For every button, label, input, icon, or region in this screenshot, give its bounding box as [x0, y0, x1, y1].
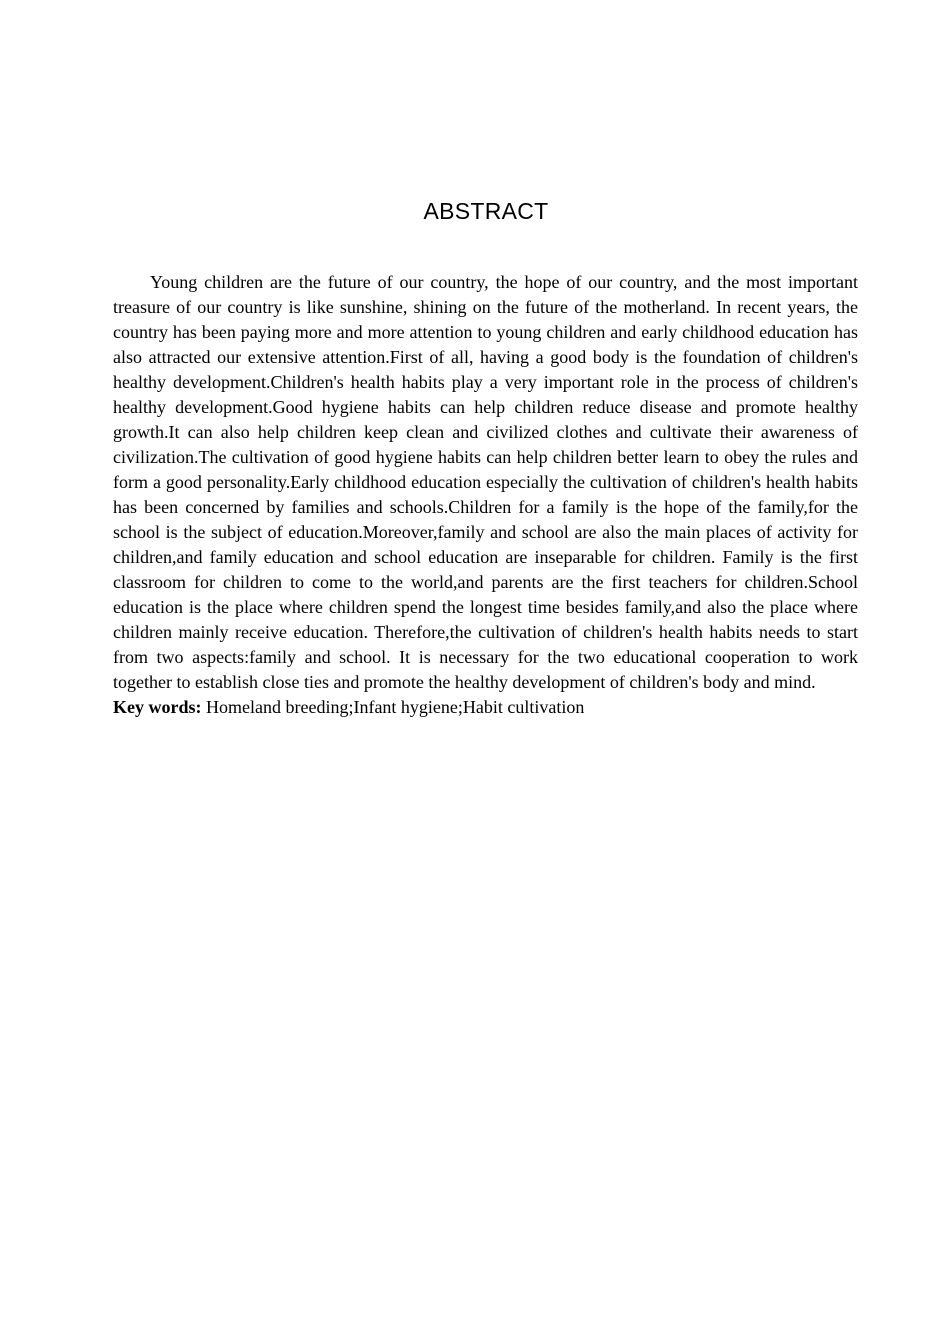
keywords-line — [113, 695, 858, 720]
abstract-paragraph: Young children are the future of our country, the hope of our country, and the most important treasure of our country is like sunshine, shining on the future of the motherland. In recent years, the country has been paying more and more attention to young children and early childhood education has also attracted our extensive attention.First of all, having a good body is the foundation of children's healthy development.Children's health habits play a very important role in the process of children's healthy development.Good hygiene habits can help children reduce disease and promote healthy growth.It can also help children keep clean and civilized clothes and cultivate their awareness of civilization.The cultivation of good hygiene habits can help children better learn to obey the rules and form a good personality.Early childhood education especially the cultivation of children's health habits has been concerned by families and schools.Children for a family is the hope of the family,for the school is the subject of education.Moreover,family and school are also the main places of activity for children,and family education and school education are inseparable for children. Family is the first classroom for children to come to the world,and parents are the first teachers for children.School education is the place where children spend the longest time besides family,and also the place where children mainly receive education. Therefore,the cultivation of children's health habits needs to start from two aspects:family and school. It is necessary for the two educational cooperation to work together to establish close ties and promote the healthy development of children's body and mind. — [113, 272, 858, 692]
abstract-body — [113, 270, 858, 720]
keywords-label: Key words: — [113, 697, 202, 717]
keywords-value: Homeland breeding;Infant hygiene;Habit cultivation — [201, 697, 585, 717]
abstract-title: ABSTRACT — [423, 198, 549, 224]
